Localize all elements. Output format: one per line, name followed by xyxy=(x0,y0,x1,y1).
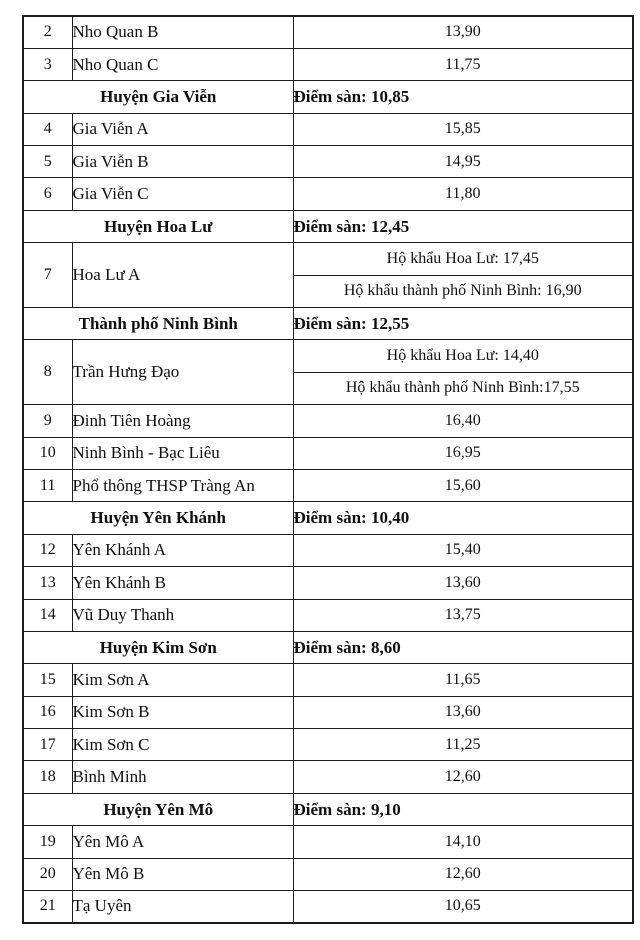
table-row xyxy=(23,243,633,275)
district-name-cell: Huyện Gia Viễn xyxy=(23,81,293,113)
table-row xyxy=(23,405,633,437)
score-table-body xyxy=(23,16,633,923)
score-cell: 10,65 xyxy=(293,891,633,923)
floor-score-cell: Điểm sàn: 10,85 xyxy=(293,81,633,113)
table-row xyxy=(23,729,633,761)
district-name-cell: Huyện Yên Khánh xyxy=(23,502,293,534)
floor-score-cell: Điểm sàn: 12,45 xyxy=(293,210,633,242)
floor-score-cell: Điểm sàn: 10,40 xyxy=(293,502,633,534)
admission-score-table xyxy=(22,15,634,924)
row-number-cell: 9 xyxy=(23,405,72,437)
school-name-cell: Kim Sơn B xyxy=(72,696,293,728)
table-row xyxy=(23,761,633,793)
score-cell-residency-2: Hộ khẩu thành phố Ninh Bình:17,55 xyxy=(293,372,633,404)
table-row xyxy=(23,437,633,469)
row-number-cell: 14 xyxy=(23,599,72,631)
school-name-cell: Kim Sơn A xyxy=(72,664,293,696)
school-name-cell: Phổ thông THSP Tràng An xyxy=(72,469,293,501)
score-cell: 14,95 xyxy=(293,146,633,178)
score-cell: 13,90 xyxy=(293,16,633,48)
school-name-cell: Nho Quan C xyxy=(72,48,293,80)
table-row xyxy=(23,534,633,566)
table-row xyxy=(23,16,633,48)
table-row xyxy=(23,599,633,631)
district-header-row xyxy=(23,81,633,113)
score-cell: 12,60 xyxy=(293,858,633,890)
district-header-row xyxy=(23,502,633,534)
school-name-cell: Yên Khánh A xyxy=(72,534,293,566)
row-number-cell: 12 xyxy=(23,534,72,566)
school-name-cell: Ninh Bình - Bạc Liêu xyxy=(72,437,293,469)
row-number-cell: 7 xyxy=(23,243,72,308)
district-header-row xyxy=(23,631,633,663)
floor-score-cell: Điểm sàn: 12,55 xyxy=(293,308,633,340)
school-name-cell: Hoa Lư A xyxy=(72,243,293,308)
row-number-cell: 3 xyxy=(23,48,72,80)
school-name-cell: Đinh Tiên Hoàng xyxy=(72,405,293,437)
score-cell: 15,85 xyxy=(293,113,633,145)
row-number-cell: 21 xyxy=(23,891,72,923)
district-name-cell: Huyện Kim Sơn xyxy=(23,631,293,663)
floor-score-cell: Điểm sàn: 9,10 xyxy=(293,793,633,825)
school-name-cell: Kim Sơn C xyxy=(72,729,293,761)
district-name-cell: Huyện Hoa Lư xyxy=(23,210,293,242)
score-cell-residency-1: Hộ khẩu Hoa Lư: 14,40 xyxy=(293,340,633,372)
district-name-cell: Thành phố Ninh Bình xyxy=(23,308,293,340)
score-cell: 12,60 xyxy=(293,761,633,793)
district-header-row xyxy=(23,793,633,825)
row-number-cell: 5 xyxy=(23,146,72,178)
row-number-cell: 10 xyxy=(23,437,72,469)
table-row xyxy=(23,469,633,501)
score-cell: 11,80 xyxy=(293,178,633,210)
district-name-cell: Huyện Yên Mô xyxy=(23,793,293,825)
row-number-cell: 13 xyxy=(23,567,72,599)
row-number-cell: 8 xyxy=(23,340,72,405)
score-cell: 16,40 xyxy=(293,405,633,437)
school-name-cell: Gia Viễn A xyxy=(72,113,293,145)
table-row xyxy=(23,178,633,210)
score-cell: 11,65 xyxy=(293,664,633,696)
table-row xyxy=(23,664,633,696)
school-name-cell: Gia Viễn C xyxy=(72,178,293,210)
row-number-cell: 16 xyxy=(23,696,72,728)
school-name-cell: Bình Minh xyxy=(72,761,293,793)
table-row xyxy=(23,113,633,145)
row-number-cell: 15 xyxy=(23,664,72,696)
school-name-cell: Tạ Uyên xyxy=(72,891,293,923)
row-number-cell: 18 xyxy=(23,761,72,793)
score-cell: 15,60 xyxy=(293,469,633,501)
table-row xyxy=(23,826,633,858)
score-cell: 13,60 xyxy=(293,567,633,599)
school-name-cell: Vũ Duy Thanh xyxy=(72,599,293,631)
school-name-cell: Yên Khánh B xyxy=(72,567,293,599)
row-number-cell: 19 xyxy=(23,826,72,858)
floor-score-cell: Điểm sàn: 8,60 xyxy=(293,631,633,663)
school-name-cell: Yên Mô A xyxy=(72,826,293,858)
table-row xyxy=(23,48,633,80)
school-name-cell: Nho Quan B xyxy=(72,16,293,48)
score-cell: 11,75 xyxy=(293,48,633,80)
row-number-cell: 6 xyxy=(23,178,72,210)
school-name-cell: Yên Mô B xyxy=(72,858,293,890)
score-cell: 13,75 xyxy=(293,599,633,631)
row-number-cell: 11 xyxy=(23,469,72,501)
score-cell-residency-1: Hộ khẩu Hoa Lư: 17,45 xyxy=(293,243,633,275)
table-row xyxy=(23,146,633,178)
table-row xyxy=(23,567,633,599)
row-number-cell: 20 xyxy=(23,858,72,890)
row-number-cell: 4 xyxy=(23,113,72,145)
district-header-row xyxy=(23,210,633,242)
score-cell: 11,25 xyxy=(293,729,633,761)
score-cell: 16,95 xyxy=(293,437,633,469)
district-header-row xyxy=(23,308,633,340)
school-name-cell: Trần Hưng Đạo xyxy=(72,340,293,405)
score-cell: 13,60 xyxy=(293,696,633,728)
table-row xyxy=(23,891,633,923)
table-row xyxy=(23,858,633,890)
row-number-cell: 17 xyxy=(23,729,72,761)
score-cell-residency-2: Hộ khẩu thành phố Ninh Bình: 16,90 xyxy=(293,275,633,307)
row-number-cell: 2 xyxy=(23,16,72,48)
table-row xyxy=(23,340,633,372)
score-cell: 15,40 xyxy=(293,534,633,566)
school-name-cell: Gia Viễn B xyxy=(72,146,293,178)
table-row xyxy=(23,696,633,728)
score-cell: 14,10 xyxy=(293,826,633,858)
